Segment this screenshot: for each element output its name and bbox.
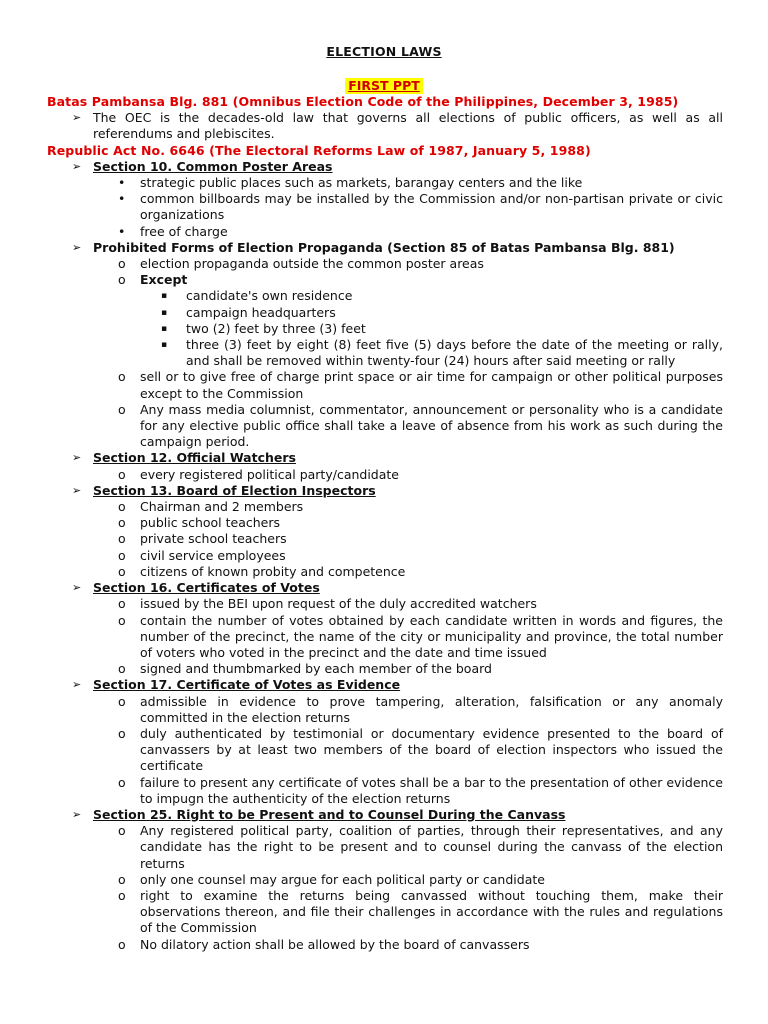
- dot-bullet-icon: •: [118, 191, 126, 207]
- document-title: ELECTION LAWS: [326, 44, 442, 59]
- list-item: [47, 337, 723, 369]
- law-heading-ra6646: Republic Act No. 6646 (The Electoral Reforms Law of 1987, January 5, 1988): [47, 142, 591, 158]
- dot-bullet-icon: •: [118, 175, 126, 191]
- circle-bullet-icon: o: [118, 563, 126, 579]
- item-text: two (2) feet by three (3) feet: [186, 320, 366, 336]
- arrow-bullet-icon: ➢: [72, 451, 82, 465]
- item-text: candidate's own residence: [186, 288, 353, 304]
- arrow-bullet-icon: ➢: [72, 111, 82, 125]
- list-item: [47, 596, 723, 612]
- section-heading: [47, 580, 723, 596]
- section-heading: [47, 159, 723, 175]
- item-text: public school teachers: [140, 515, 281, 531]
- arrow-bullet-icon: ➢: [72, 483, 82, 497]
- except-label: Except: [140, 272, 188, 288]
- item-text: Any mass media columnist, commentator, announcement or personality who is a candidate for any elective public office shall take a leave of absence from his work as such during the campaign period.: [140, 401, 723, 450]
- circle-bullet-icon: o: [118, 272, 126, 288]
- circle-bullet-icon: o: [118, 725, 126, 741]
- list-item: [47, 224, 723, 240]
- item-text: failure to present any certificate of votes shall be a bar to the presentation of other evidence to impugn the authenticity of the election returns: [140, 774, 723, 806]
- square-bullet-icon: ▪: [161, 291, 168, 302]
- item-text: No dilatory action shall be allowed by the board of canvassers: [140, 936, 530, 952]
- item-text: civil service employees: [140, 547, 286, 563]
- square-bullet-icon: ▪: [161, 323, 168, 334]
- prohibited-heading: Prohibited Forms of Election Propaganda (Section 85 of Batas Pambansa Blg. 881): [93, 239, 675, 255]
- list-item: [47, 613, 723, 662]
- list-item: [47, 272, 723, 288]
- list-item: [47, 564, 723, 580]
- circle-bullet-icon: o: [118, 547, 126, 563]
- item-text: common billboards may be installed by the Commission and/or non-partisan private or civic organizations: [140, 191, 723, 223]
- list-item: [47, 775, 723, 807]
- section-10-heading: Section 10. Common Poster Areas: [93, 158, 333, 174]
- item-text: issued by the BEI upon request of the duly accredited watchers: [140, 596, 537, 612]
- list-item: [47, 888, 723, 937]
- circle-bullet-icon: o: [118, 823, 126, 839]
- circle-bullet-icon: o: [118, 499, 126, 515]
- circle-bullet-icon: o: [118, 369, 126, 385]
- item-text: three (3) feet by eight (8) feet five (5) days before the date of the meeting or rally, and shall be removed within twenty-four (24) hours after said meeting or rally: [186, 337, 723, 369]
- list-item: [47, 694, 723, 726]
- dot-bullet-icon: •: [118, 223, 126, 239]
- item-text: citizens of known probity and competence: [140, 563, 406, 579]
- item-text: private school teachers: [140, 531, 287, 547]
- list-item: [47, 726, 723, 775]
- circle-bullet-icon: o: [118, 661, 126, 677]
- section-17-heading: Section 17. Certificate of Votes as Evidence: [93, 677, 401, 693]
- section-12-heading: Section 12. Official Watchers: [93, 450, 296, 466]
- item-text: right to examine the returns being canvassed without touching them, make their observations thereon, and file their challenges in accordance with the rules and regulations of the Commission: [140, 887, 723, 936]
- item-text: Chairman and 2 members: [140, 499, 304, 515]
- list-item: [47, 256, 723, 272]
- document-body: [47, 94, 723, 953]
- circle-bullet-icon: o: [118, 871, 126, 887]
- circle-bullet-icon: o: [118, 887, 126, 903]
- list-item: [47, 661, 723, 677]
- square-bullet-icon: ▪: [161, 340, 168, 351]
- list-item: [47, 288, 723, 304]
- circle-bullet-icon: o: [118, 401, 126, 417]
- list-item: [47, 175, 723, 191]
- arrow-bullet-icon: ➢: [72, 678, 82, 692]
- section-16-heading: Section 16. Certificates of Votes: [93, 580, 320, 596]
- item-text: campaign headquarters: [186, 304, 336, 320]
- section-heading: [47, 450, 723, 466]
- list-item: [47, 402, 723, 451]
- arrow-bullet-icon: ➢: [72, 240, 82, 254]
- law-heading-bp881: Batas Pambansa Blg. 881 (Omnibus Election Code of the Philippines, December 3, 1985): [47, 94, 679, 109]
- list-item: [47, 191, 723, 223]
- list-item: [47, 872, 723, 888]
- item-text: only one counsel may argue for each political party or candidate: [140, 871, 545, 887]
- item-text: sell or to give free of charge print space or air time for campaign or other political purposes except to the Commission: [140, 369, 723, 401]
- item-text: duly authenticated by testimonial or documentary evidence presented to the board of canvassers by at least two members of the board of election inspectors who issued the certificate: [140, 725, 723, 774]
- item-text: The OEC is the decades-old law that governs all elections of public officers, as well as all referendums and plebiscites.: [93, 110, 723, 142]
- item-text: signed and thumbmarked by each member of the board: [140, 661, 492, 677]
- section-heading: [47, 240, 723, 256]
- highlighted-subtitle: FIRST PPT: [345, 78, 423, 94]
- circle-bullet-icon: o: [118, 515, 126, 531]
- list-item: [47, 321, 723, 337]
- circle-bullet-icon: o: [118, 774, 126, 790]
- subtitle-wrapper: [0, 78, 768, 94]
- item-text: contain the number of votes obtained by each candidate written in words and figures, the number of the precinct, the name of the city or municipality and province, the total number of voters who voted in the precinct and the date and time issued: [140, 612, 723, 660]
- list-item: [47, 531, 723, 547]
- list-item: [47, 499, 723, 515]
- section-heading: [47, 483, 723, 499]
- item-text: election propaganda outside the common poster areas: [140, 256, 484, 272]
- item-text: admissible in evidence to prove tampering, alteration, falsification or any anomaly committed in the election returns: [140, 693, 723, 725]
- item-text: strategic public places such as markets, barangay centers and the like: [140, 175, 583, 191]
- item-text: free of charge: [140, 223, 228, 239]
- list-item: [47, 515, 723, 531]
- square-bullet-icon: ▪: [161, 307, 168, 318]
- list-item: [47, 548, 723, 564]
- list-item: [47, 305, 723, 321]
- list-item: [47, 823, 723, 872]
- circle-bullet-icon: o: [118, 466, 126, 482]
- section-heading: [47, 807, 723, 823]
- arrow-bullet-icon: ➢: [72, 807, 82, 821]
- list-item: [47, 110, 723, 142]
- circle-bullet-icon: o: [118, 596, 126, 612]
- circle-bullet-icon: o: [118, 693, 126, 709]
- item-text: every registered political party/candidate: [140, 466, 399, 482]
- circle-bullet-icon: o: [118, 256, 126, 272]
- section-13-heading: Section 13. Board of Election Inspectors: [93, 482, 376, 498]
- item-text: Any registered political party, coalition of parties, through their representatives, and any candidate has the right to be present and to counsel during the canvass of the election returns: [140, 823, 723, 871]
- list-item: [47, 937, 723, 953]
- circle-bullet-icon: o: [118, 936, 126, 952]
- arrow-bullet-icon: ➢: [72, 159, 82, 173]
- circle-bullet-icon: o: [118, 612, 126, 628]
- section-25-heading: Section 25. Right to be Present and to Counsel During the Canvass: [93, 806, 566, 822]
- list-item: [47, 369, 723, 401]
- circle-bullet-icon: o: [118, 531, 126, 547]
- arrow-bullet-icon: ➢: [72, 581, 82, 595]
- list-item: [47, 467, 723, 483]
- section-heading: [47, 677, 723, 693]
